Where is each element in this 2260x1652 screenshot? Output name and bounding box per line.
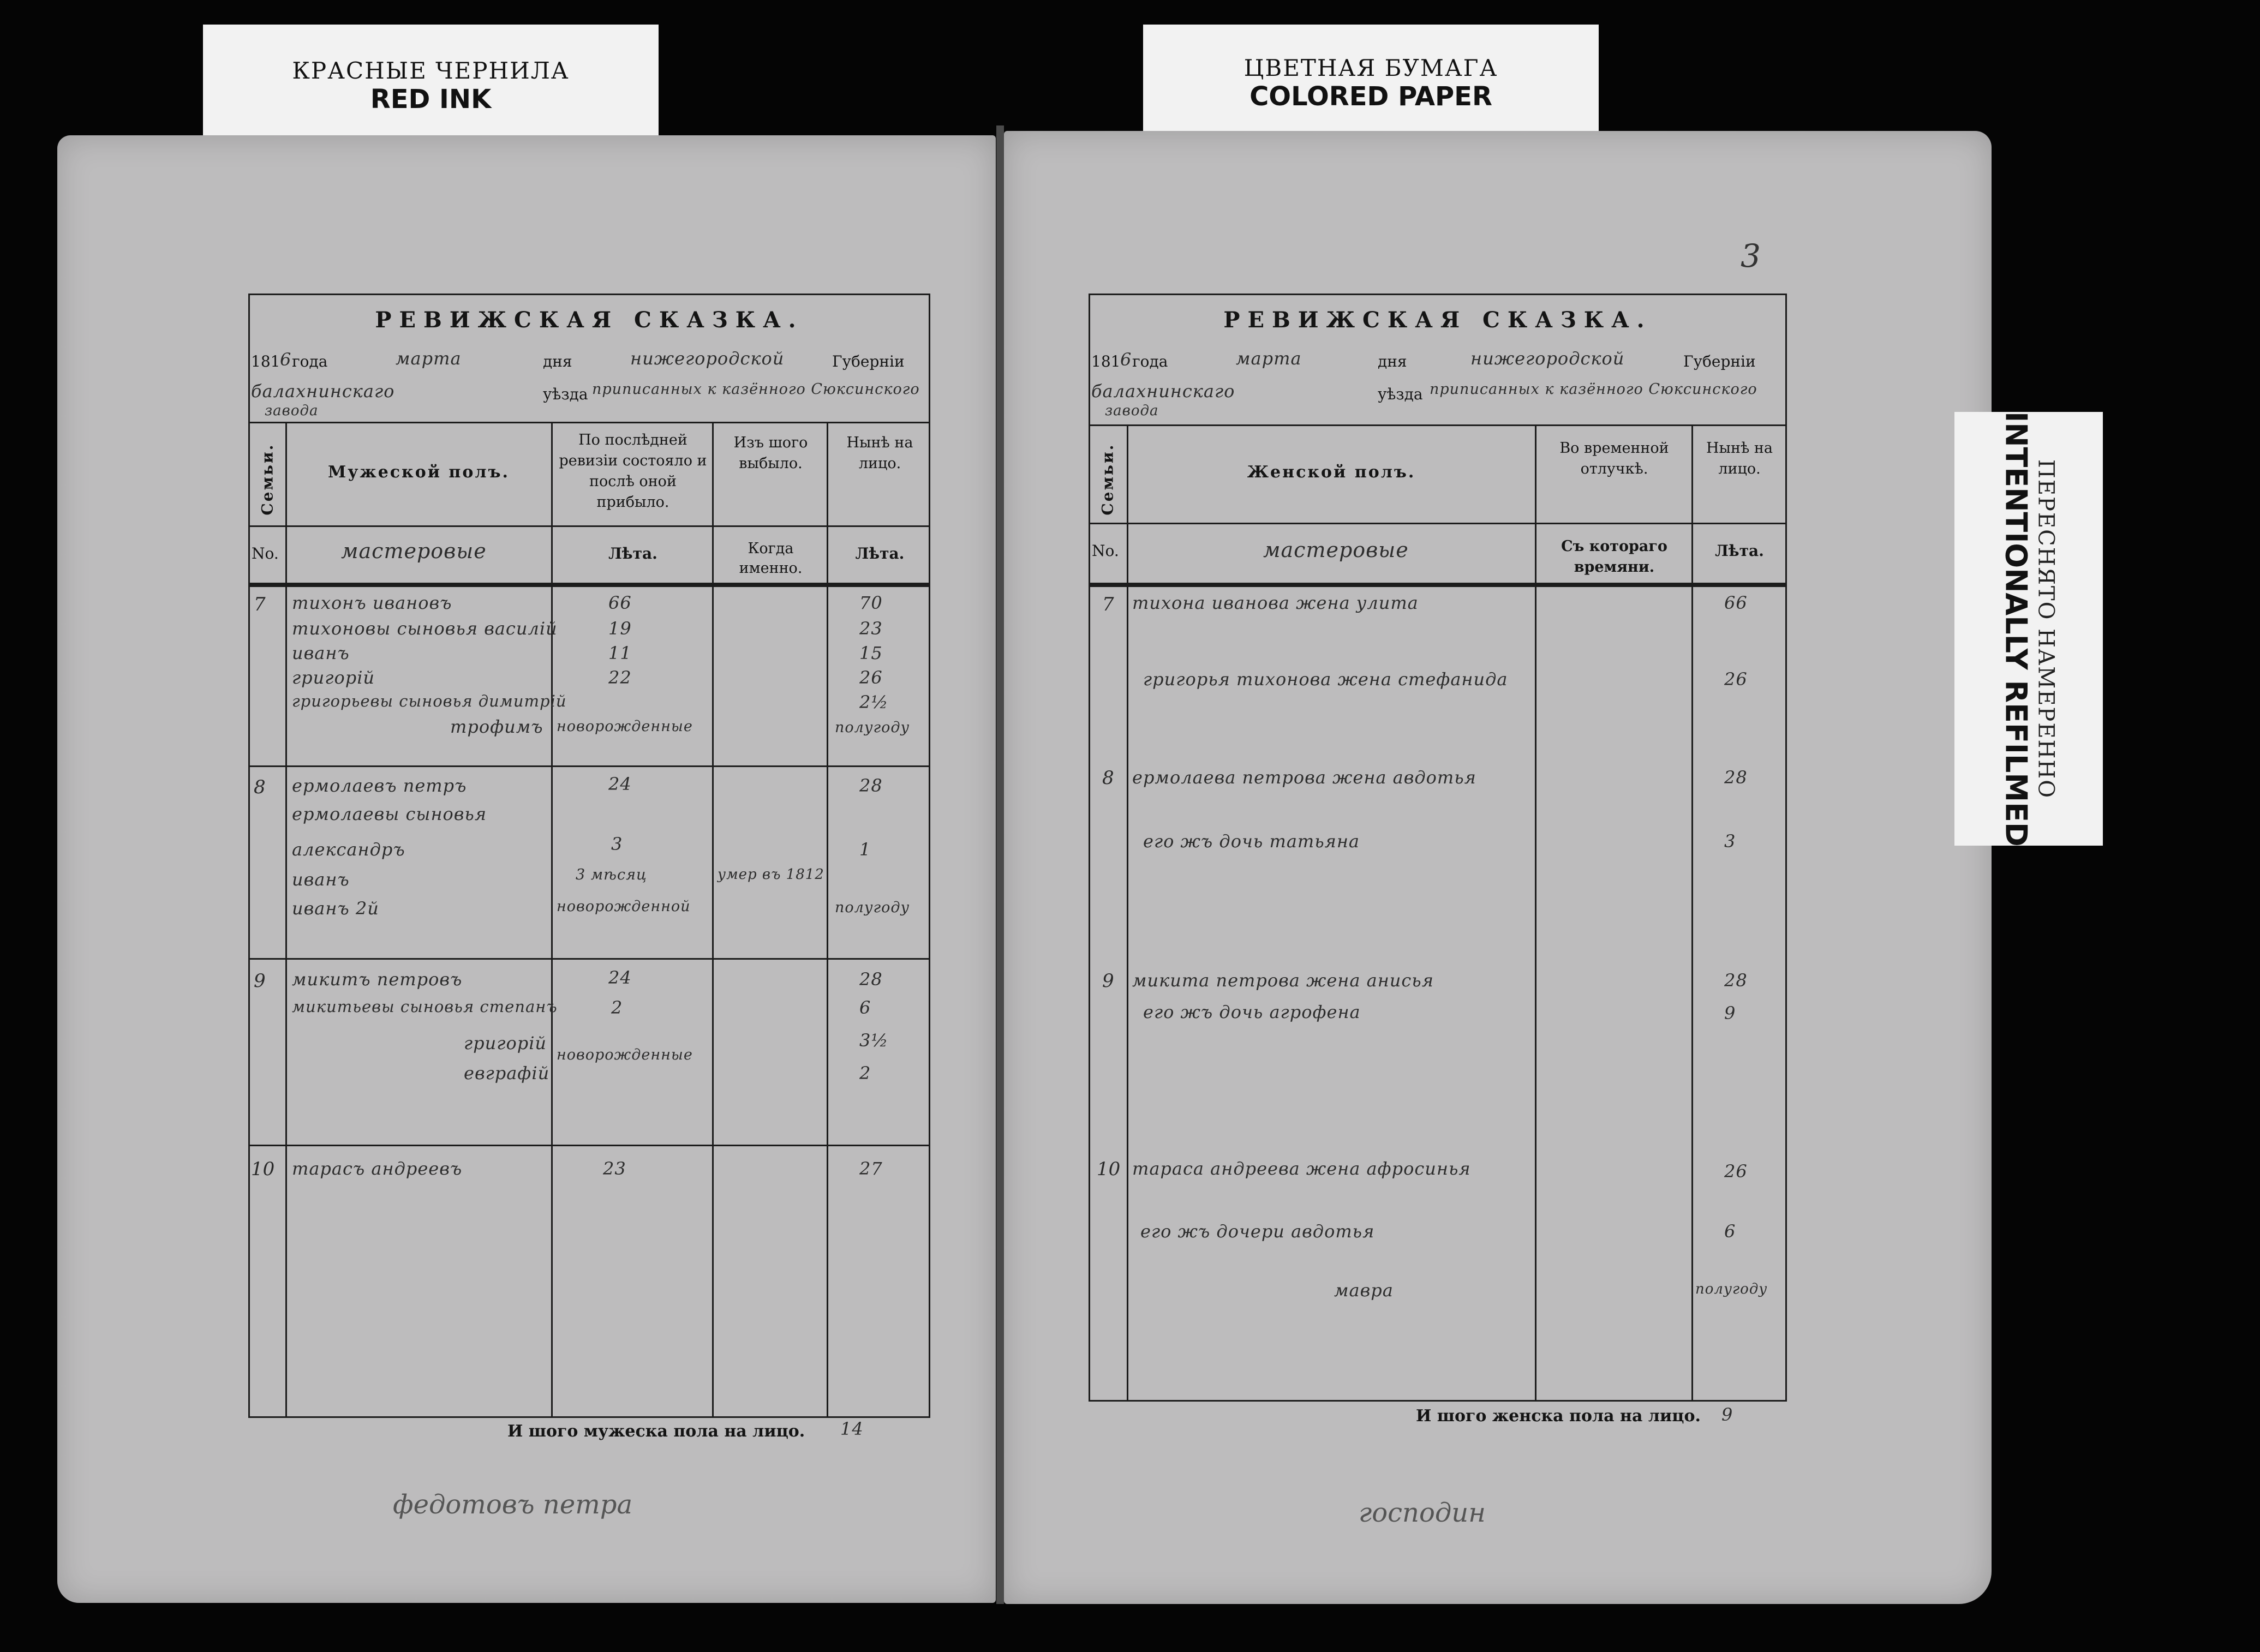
leta2-header: Лѣта. [855,544,905,562]
surname-hand: мастеровые [341,539,487,563]
male-name: григорій [292,667,375,688]
departed-note: умер въ 1812 [718,866,824,883]
now-age: 3 [1724,831,1736,852]
book-spine [996,125,1004,1604]
now-age: 70 [859,592,883,613]
family-no: 10 [251,1158,275,1180]
last-age: 2 [611,997,623,1018]
semi-header: Семьи. [1098,443,1117,516]
now-age: 15 [859,643,883,663]
uezda-label: уѣзда [1378,385,1423,403]
since-header: Съ котораго времяни. [1561,538,1667,576]
last-age: новорожденной [557,898,691,915]
now-age: полугоду [1695,1281,1768,1297]
gubernii-label: Губерніи [832,352,905,370]
male-name: иванъ 2й [292,898,379,919]
family-no: 8 [254,776,266,798]
now-age: 1 [859,839,871,860]
zavod-hand: завода [265,403,319,419]
no-header: No. [1092,542,1119,560]
female-name: ермолаева петрова жена авдотья [1132,767,1476,788]
year-hand: 6 [280,349,292,370]
now-age: 26 [1724,1161,1748,1182]
now-header: Нынѣ на лицо. [1706,440,1773,477]
last-revision-header: По послѣдней ревизіи состояло и послѣ оной прибыло. [559,432,707,511]
place-hand: балахнинскаго [251,381,395,402]
year-print: 181 [1091,352,1121,370]
male-name: григорій [464,1033,547,1054]
now-age: 6 [1724,1221,1736,1242]
place-hand: балахнинскаго [1091,381,1235,402]
female-name: тихона иванова жена улита [1132,592,1419,613]
last-age: 3 мѣсяц [576,866,647,883]
month-hand: марта [396,348,462,369]
zavod-hand: завода [1105,403,1159,419]
male-name: тихонъ ивановъ [292,592,452,613]
last-age: 23 [603,1158,626,1179]
male-total-label: И шого мужеска пола на лицо. [507,1422,805,1441]
male-name: микитъ петровъ [292,969,463,990]
departed-header: Изъ шого выбыло. [733,434,808,472]
surname-hand: мастеровые [1263,538,1409,562]
female-header: Женской полъ. [1247,463,1416,482]
leta1-header: Лѣта. [608,544,657,562]
male-name: иванъ [292,869,350,890]
male-name: ермолаевы сыновья [292,804,487,824]
leta-header: Лѣта. [1715,542,1764,560]
female-name: микита петрова жена анисья [1132,970,1434,991]
female-name: тараса андреева жена афросинья [1132,1158,1471,1179]
last-age: 66 [608,592,632,613]
uezda-label: уѣзда [543,385,588,403]
when-header: Когда именно. [739,540,803,577]
year-hand: 6 [1120,349,1132,370]
last-age: новорожденные [557,718,693,735]
month-hand: марта [1236,348,1302,369]
male-name: ермолаевъ петръ [292,775,467,796]
gubernia-hand: нижегородской [630,348,785,369]
female-name: его жъ дочери авдотья [1140,1221,1375,1242]
no-header: No. [252,544,279,562]
male-name: александръ [292,839,405,860]
now-age: 6 [859,997,871,1018]
female-total-hand: 9 [1721,1404,1733,1425]
last-age: 11 [608,643,632,663]
female-name: григорья тихонова жена стефанида [1143,669,1508,690]
family-no: 9 [1102,970,1114,992]
last-age: новорожденные [557,1046,693,1063]
left-bottom-pencil: федотовъ петра [393,1489,633,1520]
now-age: 28 [859,775,883,796]
male-name: тихоновы сыновья василій [292,618,558,639]
semi-header: Семьи. [258,443,277,516]
now-age: 3½ [859,1030,889,1051]
gubernii-label: Губерніи [1683,352,1756,370]
refilmed-en: INTENTIONALLY REFILMED [1999,411,2034,847]
family-no: 7 [1102,594,1114,615]
now-header: Нынѣ на лицо. [846,434,913,472]
now-age: полугоду [835,719,910,736]
now-age: 2½ [859,692,889,713]
dnya-label: дня [543,352,572,370]
now-age: 26 [1724,669,1748,690]
now-age: 28 [1724,767,1748,788]
page-number: 3 [1741,237,1761,274]
male-name: григорьевы сыновья димитрій [292,692,567,710]
now-age: 23 [859,618,883,639]
family-no: 9 [254,970,266,992]
red-ink-en: RED INK [370,84,492,115]
last-age: 19 [608,618,632,639]
now-age: полугоду [835,899,910,916]
uezd-hand: приписанных к казённого Сюксинского [1430,381,1757,398]
last-age: 24 [608,967,632,988]
family-no: 10 [1097,1158,1121,1180]
last-age: 3 [611,834,623,854]
gubernia-hand: нижегородской [1470,348,1625,369]
uezd-hand: приписанных к казённого Сюксинского [592,381,920,398]
now-age: 28 [1724,970,1748,991]
red-ink-ru: КРАСНЫЕ ЧЕРНИЛА [292,57,570,84]
male-header: Мужеской полъ. [327,463,510,482]
now-age: 9 [1724,1003,1736,1023]
refilmed-ru: ПЕРЕСНЯТО НАМЕРЕННО [2033,459,2059,799]
male-name: евграфій [464,1063,550,1084]
year-print: 181 [251,352,280,370]
male-name: тарасъ андреевъ [292,1158,463,1179]
now-age: 28 [859,969,883,990]
goda-label: года [1132,352,1168,370]
female-total-label: И шого женска пола на лицо. [1416,1406,1701,1426]
now-age: 2 [859,1063,871,1084]
male-name: иванъ [292,643,350,663]
dnya-label: дня [1378,352,1407,370]
goda-label: года [292,352,328,370]
colored-paper-tab [1143,25,1599,136]
right-bottom-pencil: господин [1359,1498,1486,1528]
temp-absent-header: Во временной отлучкѣ. [1559,440,1669,477]
colored-paper-ru: ЦВЕТНАЯ БУМАГА [1243,55,1498,81]
last-age: 22 [608,667,632,688]
now-age: 26 [859,667,883,688]
male-name: трофимъ [450,716,543,737]
male-name: микитьевы сыновья степанъ [292,997,558,1016]
male-total-hand: 14 [840,1418,864,1439]
female-name: его жъ дочь татьяна [1143,831,1360,852]
family-no: 8 [1102,767,1114,789]
colored-paper-en: COLORED PAPER [1249,81,1492,112]
last-age: 24 [608,774,632,794]
form-title: РЕВИЖСКАЯ СКАЗКА. [375,307,804,333]
right-revision-form [1089,294,1787,1439]
form-title: РЕВИЖСКАЯ СКАЗКА. [1223,307,1652,333]
female-name: его жъ дочь агрофена [1143,1002,1361,1022]
intentionally-refilmed-tab [1954,412,2103,846]
red-ink-tab [203,25,659,136]
left-revision-form [248,294,930,1439]
female-name: мавра [1334,1280,1394,1301]
family-no: 7 [254,594,266,615]
now-age: 66 [1724,592,1748,613]
now-age: 27 [859,1158,883,1179]
